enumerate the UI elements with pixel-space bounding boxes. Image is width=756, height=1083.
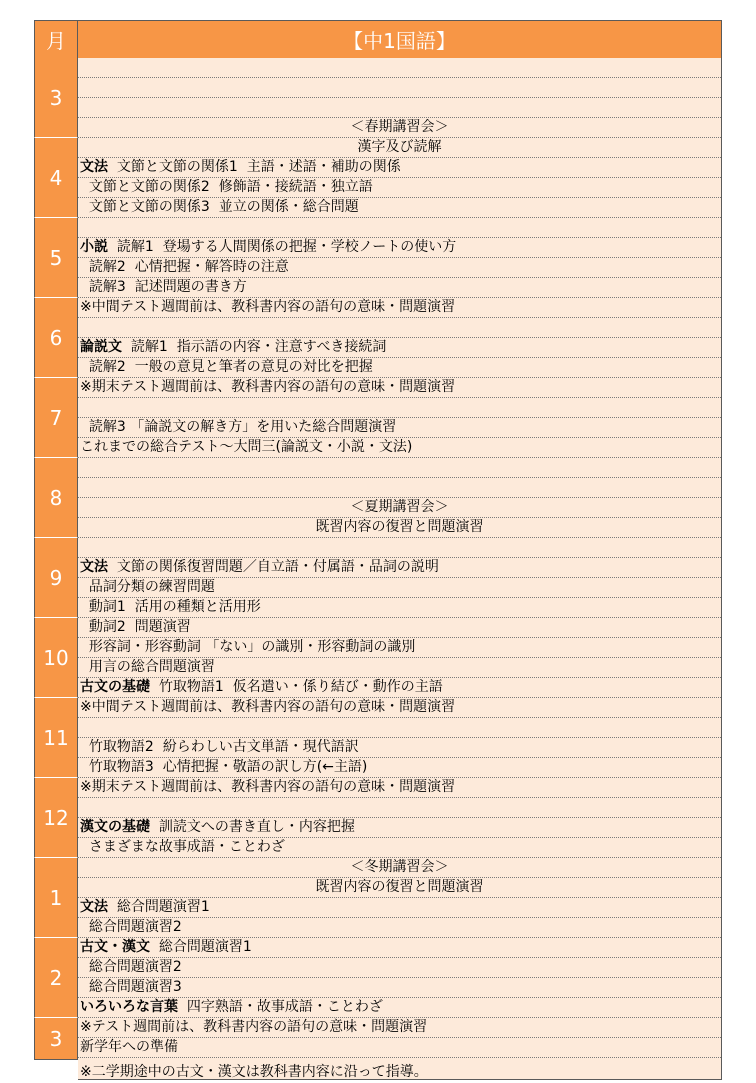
table-row: [78, 278, 721, 298]
table-row: [78, 618, 721, 638]
table-row: [78, 658, 721, 678]
month-cell: 1: [34, 858, 78, 938]
row-text: 既習内容の復習と問題演習: [315, 519, 484, 535]
month-cell: 10: [34, 618, 78, 698]
row-text: 文節の関係復習問題／自立語・付属語・品詞の説明: [108, 559, 439, 575]
month-cell: 8: [34, 458, 78, 538]
row-text: 総合問題演習1: [108, 899, 210, 915]
table-row: [78, 858, 721, 878]
month-column-header: 月: [34, 20, 78, 58]
table-row: [78, 78, 721, 98]
table-row: [78, 438, 721, 458]
row-text: 竹取物語3 心情把握・敬語の訳し方(←主語): [80, 759, 368, 775]
table-row: [78, 118, 721, 138]
table-row: [78, 998, 721, 1018]
row-text: 文節と文節の関係3 並立の関係・総合問題: [80, 199, 359, 215]
table-row: [78, 698, 721, 718]
row-heading: 文法: [80, 159, 108, 175]
row-text: 新学年への準備: [80, 1039, 178, 1055]
row-text: 文節と文節の関係1 主語・述語・補助の関係: [108, 159, 401, 175]
table-row: [78, 958, 721, 978]
table-row: [78, 578, 721, 598]
month-cell: 7: [34, 378, 78, 458]
table-row: [78, 98, 721, 118]
table-row: [78, 238, 721, 258]
row-text: 読解2 一般の意見と筆者の意見の対比を把握: [80, 359, 373, 375]
month-column: [34, 58, 78, 1060]
month-cell: 2: [34, 938, 78, 1018]
table-row: [78, 758, 721, 778]
row-text: 読解3 記述問題の書き方: [80, 279, 247, 295]
table-row: [78, 338, 721, 358]
month-cell: 6: [34, 298, 78, 378]
row-text: ※期末テスト週間前は、教科書内容の語句の意味・問題演習: [80, 779, 456, 795]
row-text: 用言の総合問題演習: [80, 659, 215, 675]
row-text: これまでの総合テスト～大問三(論説文・小説・文法): [80, 439, 413, 455]
row-text: 総合問題演習2: [80, 919, 182, 935]
table-row: [78, 598, 721, 618]
table-row: [78, 298, 721, 318]
row-text: 総合問題演習2: [80, 959, 182, 975]
month-cell: 5: [34, 218, 78, 298]
table-row: [78, 638, 721, 658]
row-text: 読解3 「論説文の解き方」を用いた総合問題演習: [80, 419, 397, 435]
table-row: [78, 1038, 721, 1058]
table-row: [78, 918, 721, 938]
table-row: [78, 798, 721, 818]
row-text: 形容詞・形容動詞 「ない」の識別・形容動詞の識別: [80, 639, 416, 655]
row-heading: 文法: [80, 559, 108, 575]
table-row: [78, 378, 721, 398]
row-text: 既習内容の復習と問題演習: [315, 879, 484, 895]
table-row: [78, 778, 721, 798]
row-text: 動詞2 問題演習: [80, 619, 191, 635]
row-text: 四字熟語・故事成語・ことわざ: [178, 999, 383, 1015]
row-text: 読解2 心情把握・解答時の注意: [80, 259, 289, 275]
content-column: [78, 58, 722, 1080]
row-text: 訓読文への書き直し・内容把握: [150, 819, 355, 835]
row-text: 総合問題演習3: [80, 979, 182, 995]
row-text: 総合問題演習1: [150, 939, 252, 955]
row-heading: 論説文: [80, 339, 122, 355]
row-text: ※テスト週間前は、教科書内容の語句の意味・問題演習: [80, 1019, 428, 1035]
row-text: ※中間テスト週間前は、教科書内容の語句の意味・問題演習: [80, 299, 456, 315]
row-text: 動詞1 活用の種類と活用形: [80, 599, 261, 615]
table-row: [78, 938, 721, 958]
table-row: [78, 458, 721, 478]
table-row: [78, 198, 721, 218]
table-row: [78, 138, 721, 158]
month-cell: 3: [34, 1018, 78, 1060]
row-text: 読解1 登場する人間関係の把握・学校ノートの使い方: [108, 239, 457, 255]
table-row: [78, 1018, 721, 1038]
row-heading: 古文の基礎: [80, 679, 150, 695]
table-row: [78, 178, 721, 198]
row-text: 漢字及び読解: [357, 139, 442, 155]
row-heading: 文法: [80, 899, 108, 915]
table-row: [78, 418, 721, 438]
table-row: [78, 518, 721, 538]
table-row: [78, 898, 721, 918]
row-text: 竹取物語1 仮名遣い・係り結び・動作の主語: [150, 679, 443, 695]
table-row: [78, 258, 721, 278]
table-title: 【中1国語】: [78, 20, 722, 58]
table-row: [78, 738, 721, 758]
table-row: [78, 218, 721, 238]
row-text: ※期末テスト週間前は、教科書内容の語句の意味・問題演習: [80, 379, 456, 395]
table-row: [78, 478, 721, 498]
month-cell: 12: [34, 778, 78, 858]
row-text: ＜春期講習会＞: [350, 119, 449, 135]
table-row: [78, 978, 721, 998]
table-row: [78, 498, 721, 518]
row-text: ＜冬期講習会＞: [350, 859, 449, 875]
row-text: 品詞分類の練習問題: [80, 579, 215, 595]
row-heading: 小説: [80, 239, 108, 255]
table-row: [78, 678, 721, 698]
month-cell: 3: [34, 58, 78, 138]
table-row: [78, 398, 721, 418]
table-row: [78, 58, 721, 78]
table-row: [78, 818, 721, 838]
row-text: ＜夏期講習会＞: [350, 499, 449, 515]
curriculum-table: [34, 20, 722, 1060]
row-text: 竹取物語2 紛らわしい古文単語・現代語訳: [80, 739, 359, 755]
row-text: 読解1 指示語の内容・注意すべき接続詞: [122, 339, 387, 355]
row-text: 文節と文節の関係2 修飾語・接続語・独立語: [80, 179, 373, 195]
table-row: [78, 538, 721, 558]
table-row: [78, 318, 721, 338]
table-row: [78, 718, 721, 738]
row-text: さまざまな故事成語・ことわざ: [80, 839, 285, 855]
table-row: [78, 878, 721, 898]
row-heading: いろいろな言葉: [80, 999, 178, 1015]
row-text: ※中間テスト週間前は、教科書内容の語句の意味・問題演習: [80, 699, 456, 715]
month-cell: 9: [34, 538, 78, 618]
footnote: ※二学期途中の古文・漢文は教科書内容に沿って指導。: [80, 1064, 428, 1080]
row-heading: 漢文の基礎: [80, 819, 150, 835]
table-row: [78, 558, 721, 578]
table-row: [78, 358, 721, 378]
table-row: [78, 838, 721, 858]
month-cell: 11: [34, 698, 78, 778]
table-row: [78, 158, 721, 178]
row-heading: 古文・漢文: [80, 939, 150, 955]
month-cell: 4: [34, 138, 78, 218]
